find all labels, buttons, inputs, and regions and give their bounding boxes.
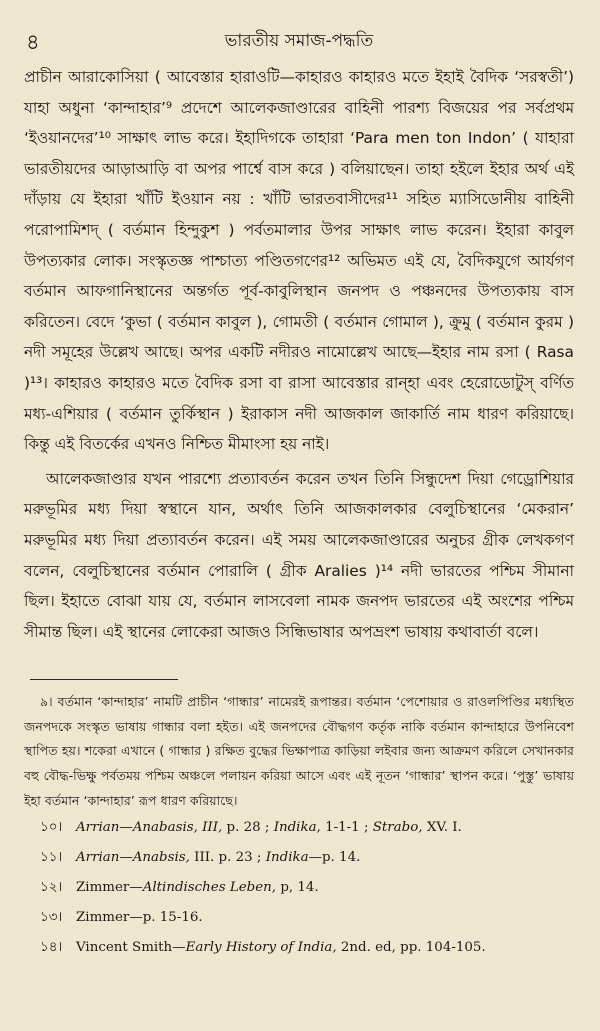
footnote-author: Zimmer xyxy=(76,910,130,926)
footnote-marker: ১১। xyxy=(40,850,63,866)
footnote-marker: ১৪। xyxy=(40,940,63,956)
footnote-ref-3: XV. I. xyxy=(426,820,462,836)
footnote-marker: ৯। xyxy=(40,694,53,710)
footnote-title: Anabasis, III, xyxy=(132,820,223,836)
footnote-ref-2: —p. 14. xyxy=(308,850,361,866)
body-text xyxy=(24,62,574,647)
footnote-ref-2: 1-1-1 ; xyxy=(325,820,373,836)
footnote-author: Arrian— xyxy=(76,820,133,836)
footnote-14 xyxy=(24,933,574,963)
footnote-10 xyxy=(24,813,574,843)
footnote-author: Vincent Smith— xyxy=(76,940,186,956)
footnote-ref: —p. 15-16. xyxy=(129,910,203,926)
footnote-text: বর্তমান ‘কান্দাহার’ নামটি প্রাচীন ‘গান্ধার’ নামেরই রূপান্তর। বর্তমান ‘পেশোয়ার ও রাওলপিণ্ডির মধ্যস্থিত জনপদকে সংস্কৃত ভাষায় গান্ধার বলা হইত। এই জনপদের বৌদ্ধগণ কর্তৃক নাকি বর্তমান কান্দাহারে উপনিবেশ স্থাপিত হয়। শকেরা এখানে ( গান্ধার ) রক্ষিত বুদ্ধের ভিক্ষাপাত্র কাড়িয়া লইবার জন্য আক্রমণ করিলে সেখানকার বহু বৌদ্ধ-ভিক্ষু পর্বতময় পশ্চিম অঞ্চলে পলায়ন করিয়া আসে এবং এই নূতন ‘গান্ধার’ স্থাপন করে। ‘পুস্তু’ ভাষায় ইহা বর্তমান ‘কান্দাহার’ রূপ ধারণ করিয়াছে। xyxy=(24,694,574,808)
page-header xyxy=(24,22,574,62)
footnote-title-3: Strabo, xyxy=(372,820,423,836)
footnote-ref: p. 28 ; xyxy=(226,820,274,836)
footnote-title-2: Indika, xyxy=(273,820,321,836)
running-title: ভারতীয় সমাজ-পদ্ধতি xyxy=(224,31,374,51)
footnote-marker: ১২। xyxy=(40,880,63,896)
footnote-title: Altindisches Leben, xyxy=(142,880,277,896)
footnote-ref: III. p. 23 ; xyxy=(194,850,266,866)
footnote-ref: p, 14. xyxy=(280,880,319,896)
footnote-12 xyxy=(24,873,574,903)
footnote-marker: ১০। xyxy=(40,820,63,836)
footnote-author: Arrian— xyxy=(76,850,133,866)
footnotes xyxy=(24,690,574,963)
footnote-13 xyxy=(24,903,574,933)
paragraph-2: আলেকজাণ্ডার যখন পারশ্যে প্রত্যাবর্তন করেন তখন তিনি সিন্ধুদেশ দিয়া গেড্রোশিয়ার মরুভূমির মধ্য দিয়া স্বস্থানে যান, অর্থাৎ তিনি আজকালকার বেলুচিস্থানের ‘মেকরান’ মরুভূমির মধ্য দিয়া প্রত্যাবর্তন করেন। এই সময় আলেকজাণ্ডারের অনুচর গ্রীক লেখকগণ বলেন, বেলুচিস্থানের বর্তমান পোরালি ( গ্রীক Aralies )¹⁴ নদী ভারতের পশ্চিম সীমানা ছিল। ইহাতে বোঝা যায় যে, বর্তমান লাসবেলা নামক জনপদ ভারতের এই অংশের পশ্চিম সীমান্ত ছিল। এই স্থানের লোকেরা আজও সিন্ধিভাষার অপভ্রংশ ভাষায় কথাবার্তা বলে। xyxy=(24,469,574,641)
footnote-marker: ১৩। xyxy=(40,910,63,926)
footnote-11 xyxy=(24,843,574,873)
footnote-ref: 2nd. ed, pp. 104-105. xyxy=(340,940,486,956)
footnote-author: Zimmer— xyxy=(76,880,143,896)
footnote-title-2: Indika xyxy=(265,850,309,866)
footnote-title: Anabsis, xyxy=(132,850,190,866)
footnote-9 xyxy=(24,690,574,813)
page-number: ৪ xyxy=(26,30,40,54)
footnote-separator xyxy=(30,679,178,680)
footnote-title: Early History of India, xyxy=(185,940,337,956)
paragraph-1: প্রাচীন আরাকোসিয়া ( আবেস্তার হারাওটি—কাহারও কাহারও মতে ইহাই বৈদিক ‘সরস্বতী’) যাহা অধুনা ‘কান্দাহার’⁹ প্রদেশে আলেকজাণ্ডারের বাহিনী পারশ্য বিজয়ের পর সর্বপ্রথম ‘ইওয়ানদের’¹⁰ সাক্ষাৎ লাভ করে। ইহাদিগকে তাহারা ‘Para men ton Indon’ ( যাহারা ভারতীয়দের আড়াআড়ি বা অপর পার্শ্বে বাস করে ) বলিয়াছেন। তাহা হইলে ইহার অর্থ এই দাঁড়ায় যে ইহারা খাঁটি ইওয়ান নয় : খাঁটি ভারতবাসীদের¹¹ সহিত ম্যাসিডোনীয় বাহিনী পরোপামিশদ্ ( বর্তমান হিন্দুকুশ ) পর্বতমালার উপর সাক্ষাৎ লাভ করেন। ইহারা কাবুল উপত্যকার লোক। সংস্কৃতজ্ঞ পাশ্চাত্য পণ্ডিতগণের¹² অভিমত এই যে, বৈদিকযুগে আর্যগণ বর্তমান আফগানিস্থানের অন্তর্গত পূর্ব-কাবুলিস্থান জনপদ ও পঞ্চনদের উপত্যকায় বাস করিতেন। বেদে ‘কুভা ( বর্তমান কাবুল ), গোমতী ( বর্তমান গোমাল ), ক্রুমু ( বর্তমান কুরম ) নদী সমূহের উল্লেখ আছে। অপর একটি নদীরও নামোল্লেখ আছে—ইহার নাম রসা ( Rasa )¹³। কাহারও কাহারও মতে বৈদিক রসা বা রাসা আবেস্তার রান্‌হা এবং হেরোডোটুস্ বর্ণিত মধ্য-এশিয়ার ( বর্তমান তুর্কিস্থান ) ইরাকাস নদী আজকাল জাকার্তি নাম ধারণ করিয়াছে। কিন্তু এই বিতর্কের এখনও নিশ্চিত মীমাংসা হয় নাই। xyxy=(24,68,574,454)
